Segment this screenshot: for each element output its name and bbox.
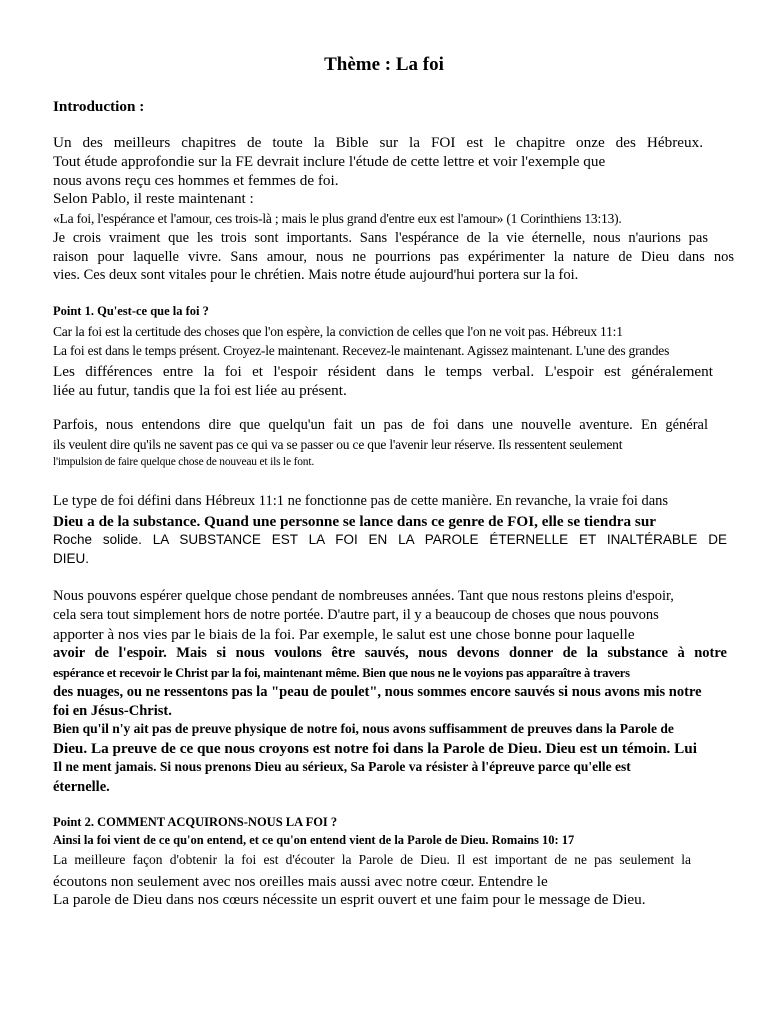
intro-line: Je crois vraiment que les trois sont importants. Sans l'espérance de la vie éternelle, nous n'aurions pas: [53, 230, 708, 246]
point1-line: cela sera tout simplement hors de notre portée. D'autre part, il y a beaucoup de choses que nous pouvons: [53, 607, 659, 623]
point1-line: Il ne ment jamais. Si nous prenons Dieu au sérieux, Sa Parole va résister à l'épreuve parce qu'elle est: [53, 759, 631, 774]
point1-line: Bien qu'il n'y ait pas de preuve physique de notre foi, nous avons suffisamment de preuves dans la Parole de: [53, 721, 674, 736]
point1-line: Nous pouvons espérer quelque chose pendant de nombreuses années. Tant que nous restons pleins d'espoir,: [53, 588, 674, 604]
point1-line: l'impulsion de faire quelque chose de nouveau et ils le font.: [53, 456, 315, 468]
point1-line: avoir de l'espoir. Mais si nous voulons être sauvés, nous devons donner de la substance à notre: [53, 645, 727, 661]
point2-heading: Point 2. COMMENT ACQUIRONS-NOUS LA FOI ?: [53, 815, 338, 829]
intro-line: Un des meilleurs chapitres de toute la Bible sur la FOI est le chapitre onze des Hébreux.: [53, 134, 703, 151]
intro-line: raison pour laquelle vivre. Sans amour, nous ne pourrions pas expérimenter la nature de Dieu dans nos: [53, 249, 734, 265]
point1-line: DIEU.: [53, 551, 90, 566]
point1-line: espérance et recevoir le Christ par la foi, maintenant même. Bien que nous ne le voyions pas apparaître à travers: [53, 666, 630, 680]
intro-line: vies. Ces deux sont vitales pour le chrétien. Mais notre étude aujourd'hui portera sur la foi.: [53, 267, 579, 283]
intro-quote: «La foi, l'espérance et l'amour, ces trois-là ; mais le plus grand d'entre eux est l'amour» (1 Corinthiens 13:13).: [53, 211, 622, 226]
point1-heading: Point 1. Qu'est-ce que la foi ?: [53, 304, 209, 318]
point1-line: La foi est dans le temps présent. Croyez-le maintenant. Recevez-le maintenant. Agissez maintenant. L'une des grandes: [53, 343, 670, 358]
point1-verse: Car la foi est la certitude des choses que l'on espère, la conviction de celles que l'on ne voit pas. Hébreux 11:1: [53, 324, 623, 339]
point1-line: éternelle.: [53, 779, 110, 795]
point2-line: La parole de Dieu dans nos cœurs nécessite un esprit ouvert et une faim pour le message de Dieu.: [53, 891, 646, 908]
point1-line: apporter à nos vies par le biais de la foi. Par exemple, le salut est une chose bonne pour laquelle: [53, 626, 635, 643]
point1-line: ils veulent dire qu'ils ne savent pas ce qui va se passer ou ce que l'avenir leur réserve. Ils ressentent seulement: [53, 437, 623, 452]
introduction-heading: Introduction :: [53, 98, 145, 115]
point1-line: foi en Jésus-Christ.: [53, 703, 172, 719]
intro-line: Selon Pablo, il reste maintenant :: [53, 190, 254, 207]
page-title: Thème : La foi: [324, 54, 444, 75]
point1-line: Parfois, nous entendons dire que quelqu'un fait un pas de foi dans une nouvelle aventure. En général: [53, 417, 708, 433]
point2-line: écoutons non seulement avec nos oreilles mais aussi avec notre cœur. Entendre le: [53, 873, 548, 890]
point1-line: liée au futur, tandis que la foi est liée au présent.: [53, 382, 347, 399]
point1-line: des nuages, ou ne ressentons pas la "peau de poulet", nous sommes encore sauvés si nous avons mis notre: [53, 684, 702, 700]
point1-line: Les différences entre la foi et l'espoir résident dans le temps verbal. L'espoir est généralement: [53, 363, 713, 380]
point1-line: Dieu a de la substance. Quand une personne se lance dans ce genre de FOI, elle se tiendra sur: [53, 513, 657, 530]
point1-line: Dieu. La preuve de ce que nous croyons est notre foi dans la Parole de Dieu. Dieu est un témoin. Lui: [53, 740, 697, 757]
intro-line: nous avons reçu ces hommes et femmes de foi.: [53, 172, 339, 189]
point2-verse: Ainsi la foi vient de ce qu'on entend, et ce qu'on entend vient de la Parole de Dieu. Romains 10: 17: [53, 833, 575, 847]
point2-line: La meilleure façon d'obtenir la foi est d'écouter la Parole de Dieu. Il est important de ne pas seulement la: [53, 852, 691, 867]
intro-line: Tout étude approfondie sur la FE devrait inclure l'étude de cette lettre et voir l'exemple que: [53, 153, 606, 170]
point1-line: Le type de foi défini dans Hébreux 11:1 ne fonctionne pas de cette manière. En revanche, la vraie foi dans: [53, 493, 669, 509]
point1-line: Roche solide. LA SUBSTANCE EST LA FOI EN LA PAROLE ÉTERNELLE ET INALTÉRABLE DE: [53, 532, 727, 547]
